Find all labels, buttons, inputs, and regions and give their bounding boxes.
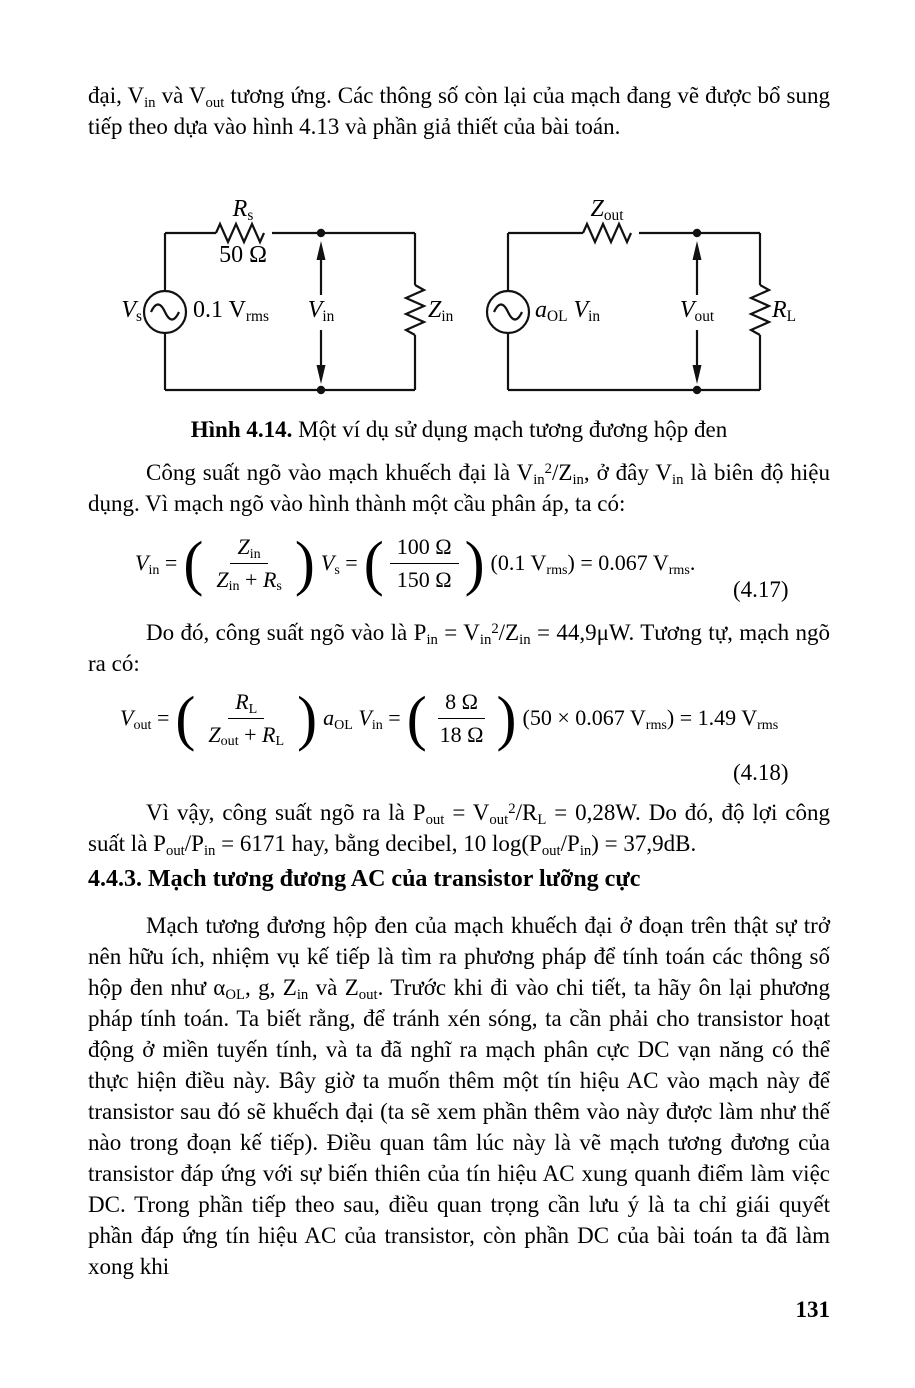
equation-4-18-tag: (4.18) [733, 760, 789, 785]
eq418-fraction-1 [201, 688, 291, 748]
section-heading: 4.4.3. Mạch tương đương AC của transistor lưỡng cực [88, 866, 641, 892]
open-paren: ( [406, 684, 427, 752]
eq418-frac2-den: 18 Ω [439, 721, 484, 747]
sine-wave-icon [151, 305, 179, 320]
eq418-frac2-num: 8 Ω [438, 688, 485, 719]
node-dot [693, 229, 701, 237]
eq418-frac1-den: $Z_{out} + R_L$ [208, 721, 285, 750]
eq417-frac2-num: 100 Ω [390, 533, 459, 564]
resistor-zin-icon [406, 285, 424, 335]
sine-wave-icon [494, 305, 522, 320]
rs-value-label: 50 Ω [219, 242, 267, 268]
source-value-label: 0.1 $V_{rms}$ [193, 297, 269, 326]
rs-label: $R_s$ [232, 196, 254, 225]
vin-label: $V_{in}$ [307, 297, 335, 326]
equation-4-18 [120, 684, 779, 752]
node-dot [317, 229, 325, 237]
eq418-frac1-num: $R_L$ [228, 688, 264, 719]
open-paren: ( [175, 684, 196, 752]
input-circuit [144, 224, 424, 394]
dependent-source-label: $a_{OL}$ $V_{in}$ [535, 297, 601, 326]
close-paren: ) [464, 529, 485, 597]
paragraph-power-out: Vì vậy, công suất ngõ ra là $P_{out} = V_{out}^2/R_L = 0,28W$. Do đó, độ lợi công suất là $P_{out}/P_{in} = 6171$ hay, bằng decibel, 10 $\log(P_{out}/P_{in}) = 37,9dB$. [88, 800, 830, 860]
eq418-fraction-2 [433, 688, 491, 748]
paragraph-power-calc: Do đó, công suất ngõ vào là $P_{in} = V_{in}^2/Z_{in} = 44,9\mu W$. Tương tự, mạch ngõ ra có: [88, 620, 830, 676]
close-paren: ) [294, 529, 315, 597]
body-paragraph: Mạch tương đương hộp đen của mạch khuếch đại ở đoạn trên thật sự trở nên hữu ích, nhiệm vụ kế tiếp là tìm ra phương pháp để tính toán các thông số hộp đen như $\alpha_{OL}$, g, $Z_{in}$ và $Z_{out}$. Trước khi đi vào chi tiết, ta hãy ôn lại phương pháp tính toán. Ta biết rằng, để tránh xén sóng, ta cần phải cho transistor hoạt động ở miền tuyến tính, và ta đã nghĩ ra mạch phân cực DC vạn năng có thể thực hiện điều này. Bây giờ ta muốn thêm một tín hiệu AC vào mạch này để transistor sau đó sẽ khuếch đại (ta sẽ xem phần thêm vào này được làm như thế nào trong đoạn kế tiếp). Điều quan tâm lúc này là vẽ mạch tương đương của transistor đáp ứng với sự biến thiên của tín hiệu AC xung quanh điểm làm việc DC. Trong phần tiếp theo sau, điều quan trọng cần lưu ý là ta chỉ giái quyết phần đáp ứng tín hiệu AC của transistor, còn phần DC của bài toán ta đã làm xong khi [88, 913, 830, 1279]
figure-caption-text: Một ví dụ sử dụng mạch tương đương hộp đen [292, 417, 728, 442]
eq418-lhs: $V_{out}$ = [120, 705, 170, 733]
figure-caption-number: Hình 4.14. [190, 417, 293, 442]
eq417-mid: $V_s$ = [320, 550, 358, 578]
equation-4-17 [135, 529, 696, 597]
node-dot [693, 386, 701, 394]
eq417-fraction-1 [209, 533, 289, 593]
vs-label: $V_s$ [121, 297, 142, 326]
vout-label: $V_{out}$ [679, 297, 715, 326]
rl-label: $R_L$ [772, 297, 797, 326]
open-paren: ( [363, 529, 384, 597]
eq418-rhs: (50 × 0.067 $V_{rms}) = 1.49$ $V_{rms}$ [522, 705, 779, 733]
eq417-frac2-den: 150 Ω [396, 566, 452, 592]
eq418-mid: $a_{OL}$ $V_{in}$ = [323, 705, 401, 733]
node-dot [317, 386, 325, 394]
eq417-fraction-2 [390, 533, 459, 593]
eq417-rhs: (0.1 $V_{rms}) = 0.067$ $V_{rms}$. [490, 550, 696, 578]
resistor-rs-icon [216, 224, 264, 242]
close-paren: ) [496, 684, 517, 752]
page-number: 131 [795, 1297, 830, 1322]
paragraph-power-in: Công suất ngõ vào mạch khuếch đại là $V_{in}^2/Z_{in}$, ở đây $V_{in}$ là biên độ hiệu dụng. Vì mạch ngõ vào hình thành một cầu phân áp, ta có: [88, 460, 831, 516]
resistor-rl-icon [751, 285, 769, 335]
zin-label: $Z_{in}$ [428, 297, 454, 326]
eq417-lhs: $V_{in}$ = [135, 550, 178, 578]
equation-4-17-tag: (4.17) [733, 577, 789, 602]
intro-paragraph: đại, $V_{in}$ và $V_{out}$ tương ứng. Các thông số còn lại của mạch đang vẽ được bổ sung tiếp theo dựa vào hình 4.13 và phần giả thiết của bài toán. [88, 83, 830, 139]
resistor-zout-icon [583, 224, 631, 242]
open-paren: ( [183, 529, 204, 597]
zout-label: $Z_{out}$ [590, 196, 624, 225]
eq417-frac1-num: $Z_{in}$ [230, 533, 267, 564]
figure-caption [88, 417, 830, 443]
eq417-frac1-den: $Z_{in} + R_s$ [216, 566, 282, 595]
close-paren: ) [297, 684, 318, 752]
